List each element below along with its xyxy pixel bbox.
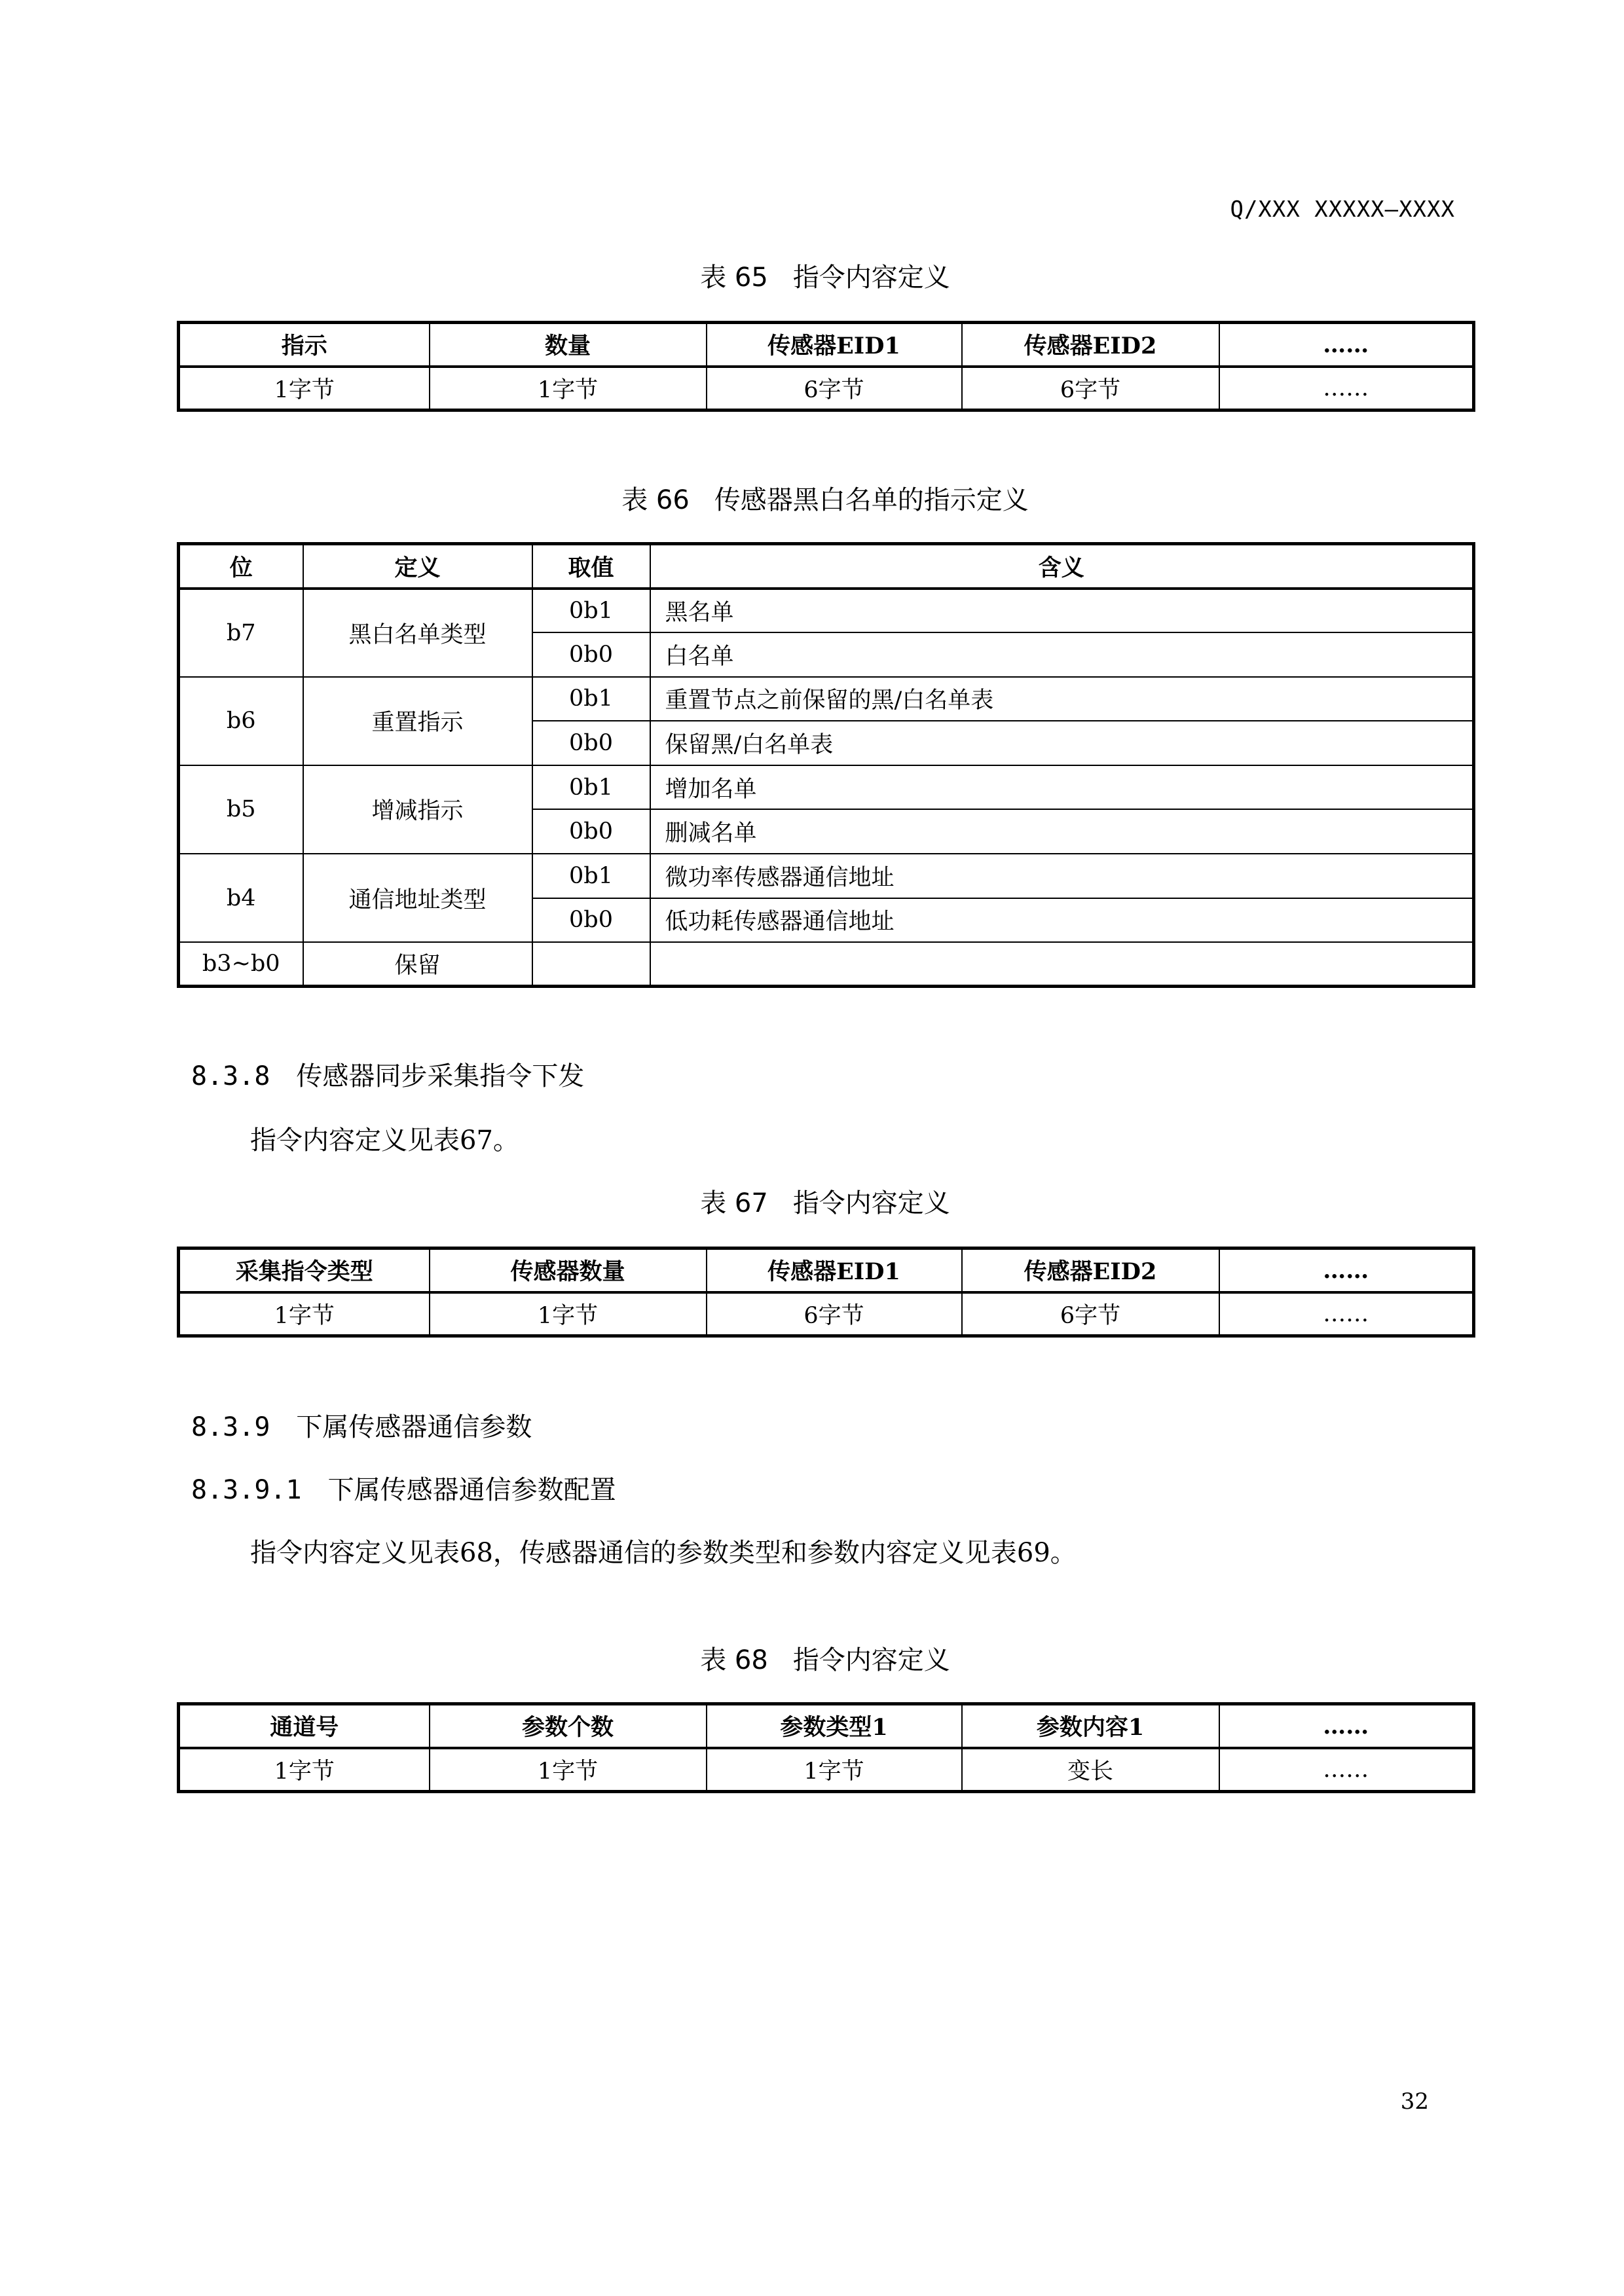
definition-cell: 通信地址类型 (303, 854, 532, 942)
table67-cell: 1字节 (430, 1292, 707, 1336)
section-title: 下属传感器通信参数 (296, 1412, 532, 1442)
section-heading-8-3-9-1 (191, 1473, 616, 1507)
table-row (179, 942, 1474, 987)
section-number: 8.3.8 (191, 1061, 270, 1091)
bit-cell: b3~b0 (179, 942, 303, 987)
meaning-cell: 微功率传感器通信地址 (650, 854, 1474, 898)
meaning-cell (650, 942, 1474, 987)
table66-header-cell: 位 (179, 544, 303, 589)
table-row (179, 1748, 1474, 1792)
table68-label: 表 68 (700, 1645, 768, 1675)
table67-cell: …… (1219, 1292, 1474, 1336)
bit-cell: b5 (179, 765, 303, 854)
table68-title: 指令内容定义 (792, 1645, 950, 1675)
table67-title: 指令内容定义 (792, 1188, 950, 1218)
table-row (179, 1292, 1474, 1336)
bit-cell: b4 (179, 854, 303, 942)
table67-header-cell: 采集指令类型 (179, 1248, 430, 1292)
meaning-cell: 重置节点之前保留的黑/白名单表 (650, 677, 1474, 721)
value-cell: 0b0 (532, 898, 650, 943)
meaning-cell: 低功耗传感器通信地址 (650, 898, 1474, 943)
meaning-cell: 黑名单 (650, 589, 1474, 633)
table-row (179, 854, 1474, 898)
definition-cell: 保留 (303, 942, 532, 987)
table65-title: 指令内容定义 (792, 263, 950, 293)
table65-header-cell: 指示 (179, 323, 430, 367)
table-row (179, 765, 1474, 810)
table65-cell: 1字节 (179, 367, 430, 410)
table-row (179, 367, 1474, 410)
table67 (177, 1247, 1475, 1338)
section-number: 8.3.9.1 (191, 1475, 302, 1505)
table68-header-cell: 参数内容1 (962, 1704, 1219, 1748)
definition-cell: 黑白名单类型 (303, 589, 532, 677)
table66-caption (0, 483, 1624, 517)
meaning-cell: 白名单 (650, 632, 1474, 677)
bit-cell: b6 (179, 677, 303, 765)
table68-caption (0, 1643, 1624, 1677)
table68 (177, 1702, 1475, 1793)
table67-cell: 1字节 (179, 1292, 430, 1336)
table66-header-cell: 取值 (532, 544, 650, 589)
table67-header-cell: 传感器数量 (430, 1248, 707, 1292)
table65-header-cell: …… (1219, 323, 1474, 367)
meaning-cell: 保留黑/白名单表 (650, 721, 1474, 765)
page-number: 32 (1400, 2088, 1429, 2115)
meaning-cell: 增加名单 (650, 765, 1474, 810)
table68-header-cell: 通道号 (179, 1704, 430, 1748)
value-cell: 0b0 (532, 632, 650, 677)
table68-cell: 1字节 (707, 1748, 962, 1792)
table65-caption (0, 261, 1624, 295)
table65-cell: …… (1219, 367, 1474, 410)
table65-label: 表 65 (700, 263, 768, 293)
value-cell (532, 942, 650, 987)
table66-label: 表 66 (621, 485, 690, 515)
table66-header-cell: 定义 (303, 544, 532, 589)
paragraph: 指令内容定义见表68，传感器通信的参数类型和参数内容定义见表69。 (250, 1538, 1077, 1568)
table68-cell: …… (1219, 1748, 1474, 1792)
table66-header-cell: 含义 (650, 544, 1474, 589)
document-code: Q/XXX XXXXX—XXXX (1230, 196, 1455, 223)
section-number: 8.3.9 (191, 1412, 270, 1442)
table67-cell: 6字节 (962, 1292, 1219, 1336)
table68-header-cell: …… (1219, 1704, 1474, 1748)
table68-cell: 1字节 (430, 1748, 707, 1792)
section-title: 下属传感器通信参数配置 (327, 1475, 616, 1505)
definition-cell: 增减指示 (303, 765, 532, 854)
table67-label: 表 67 (700, 1188, 768, 1218)
value-cell: 0b1 (532, 677, 650, 721)
table65-cell: 1字节 (430, 367, 707, 410)
table65-cell: 6字节 (707, 367, 962, 410)
table66 (177, 542, 1475, 988)
value-cell: 0b0 (532, 721, 650, 765)
table68-header-cell: 参数个数 (430, 1704, 707, 1748)
section-heading-8-3-9 (191, 1410, 532, 1444)
table65-header-cell: 传感器EID1 (707, 323, 962, 367)
table-row (179, 677, 1474, 721)
table67-header-cell: …… (1219, 1248, 1474, 1292)
table68-cell: 变长 (962, 1748, 1219, 1792)
table65-cell: 6字节 (962, 367, 1219, 410)
table67-header-cell: 传感器EID2 (962, 1248, 1219, 1292)
section-heading-8-3-8 (191, 1059, 584, 1093)
table67-cell: 6字节 (707, 1292, 962, 1336)
definition-cell: 重置指示 (303, 677, 532, 765)
table68-cell: 1字节 (179, 1748, 430, 1792)
value-cell: 0b1 (532, 765, 650, 810)
table65-header-cell: 数量 (430, 323, 707, 367)
paragraph: 指令内容定义见表67。 (250, 1125, 519, 1156)
value-cell: 0b1 (532, 854, 650, 898)
table68-header-cell: 参数类型1 (707, 1704, 962, 1748)
section-title: 传感器同步采集指令下发 (296, 1061, 585, 1091)
table65 (177, 321, 1475, 412)
table65-header-cell: 传感器EID2 (962, 323, 1219, 367)
value-cell: 0b1 (532, 589, 650, 633)
table67-header-cell: 传感器EID1 (707, 1248, 962, 1292)
bit-cell: b7 (179, 589, 303, 677)
table67-caption (0, 1186, 1624, 1220)
meaning-cell: 删减名单 (650, 809, 1474, 854)
table66-title: 传感器黑白名单的指示定义 (714, 485, 1029, 515)
value-cell: 0b0 (532, 809, 650, 854)
table-row (179, 589, 1474, 633)
